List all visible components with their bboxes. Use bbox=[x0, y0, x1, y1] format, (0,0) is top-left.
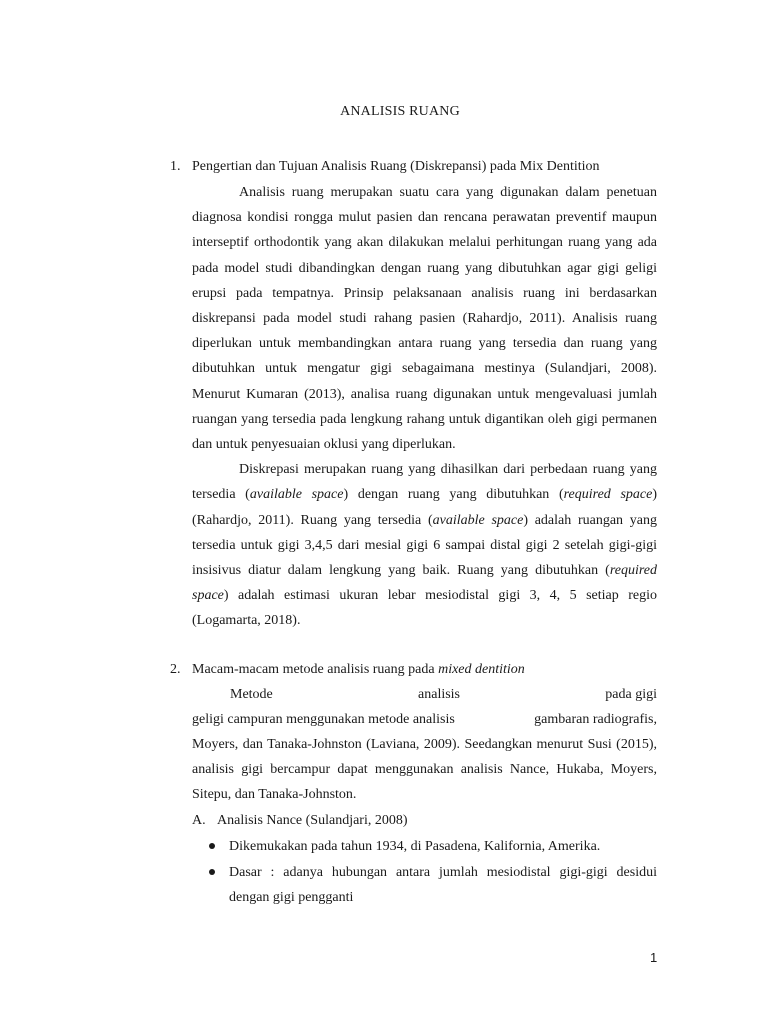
document-title: ANALISIS RUANG bbox=[340, 104, 460, 119]
section-2-heading: Macam-macam metode analisis ruang pada mixed dentition bbox=[192, 662, 525, 677]
bullet-dot-icon bbox=[209, 843, 215, 849]
section-2-line-2 bbox=[192, 712, 657, 728]
section-2-line-2-left: geligi campuran menggunakan metode analisis bbox=[192, 712, 455, 727]
section-2-number: 2. bbox=[170, 662, 181, 677]
section-2-word-2: analisis bbox=[418, 687, 461, 702]
section-2-line-2-right: gambaran radiografis, bbox=[534, 712, 657, 727]
bullet-dot-icon bbox=[209, 869, 215, 875]
page-number: 1 bbox=[650, 950, 658, 965]
section-2-body bbox=[192, 732, 657, 808]
section-2-line-1 bbox=[230, 687, 657, 703]
section-2-paragraph: Moyers, dan Tanaka-Johnston (Laviana, 2009). Seedangkan menurut Susi (2015), analisis gigi bercampur dapat menggunakan analisis Nance, Hukaba, Moyers, Sitepu, dan Tanaka-Johnston. bbox=[192, 737, 657, 803]
subsection-a-heading: Analisis Nance (Sulandjari, 2008) bbox=[217, 813, 408, 828]
section-1-heading: Pengertian dan Tujuan Analisis Ruang (Diskrepansi) pada Mix Dentition bbox=[192, 159, 600, 174]
bullet-item-2-text: Dasar : adanya hubungan antara jumlah mesiodistal gigi-gigi desidui dengan gigi pengganti bbox=[229, 865, 657, 906]
section-1-number: 1. bbox=[170, 159, 181, 174]
section-2-word-1: Metode bbox=[230, 687, 273, 702]
section-1-body bbox=[192, 180, 657, 634]
section-1-paragraph-2: Diskrepasi merupakan ruang yang dihasilkan dari perbedaan ruang yang tersedia (available space) dengan ruang yang dibutuhkan (required space) (Rahardjo, 2011). Ruang yang tersedia (available space) adalah ruangan yang tersedia untuk gigi 3,4,5 dari mesial gigi 6 sampai distal gigi 2 setelah gigi-gigi insisivus diatur dalam lengkung yang baik. Ruang yang dibutuhkan (required space) adalah estimasi ukuran lebar mesiodistal gigi 3, 4, 5 setiap regio (Logamarta, 2018). bbox=[192, 462, 657, 629]
bullet-item-1 bbox=[212, 834, 657, 859]
bullet-item-1-text: Dikemukakan pada tahun 1934, di Pasadena, Kalifornia, Amerika. bbox=[229, 839, 601, 854]
subsection-a-letter: A. bbox=[192, 813, 206, 828]
section-1-paragraph-1: Analisis ruang merupakan suatu cara yang digunakan dalam penetuan diagnosa kondisi rongga mulut pasien dan rencana perawatan preventif maupun interseptif orthodontik yang akan dilakukan melalui perhitungan ruang yang ada pada model studi dibandingkan dengan ruang yang dibutuhkan agar gigi geligi erupsi pada tempatnya. Prinsip pelaksanaan analisis ruang ini berdasarkan diskrepansi pada model studi rahang pasien (Rahardjo, 2011). Analisis ruang diperlukan untuk membandingkan antara ruang yang tersedia dan ruang yang dibutuhkan untuk mengatur gigi sebagaimana mestinya (Sulandjari, 2008). Menurut Kumaran (2013), analisa ruang digunakan untuk mengevaluasi jumlah ruangan yang tersedia pada lengkung rahang untuk digantikan oleh gigi permanen dan untuk penyesuaian oklusi yang diperlukan. bbox=[192, 185, 657, 453]
section-2-word-3: pada gigi bbox=[605, 687, 657, 702]
bullet-item-2 bbox=[212, 860, 657, 910]
